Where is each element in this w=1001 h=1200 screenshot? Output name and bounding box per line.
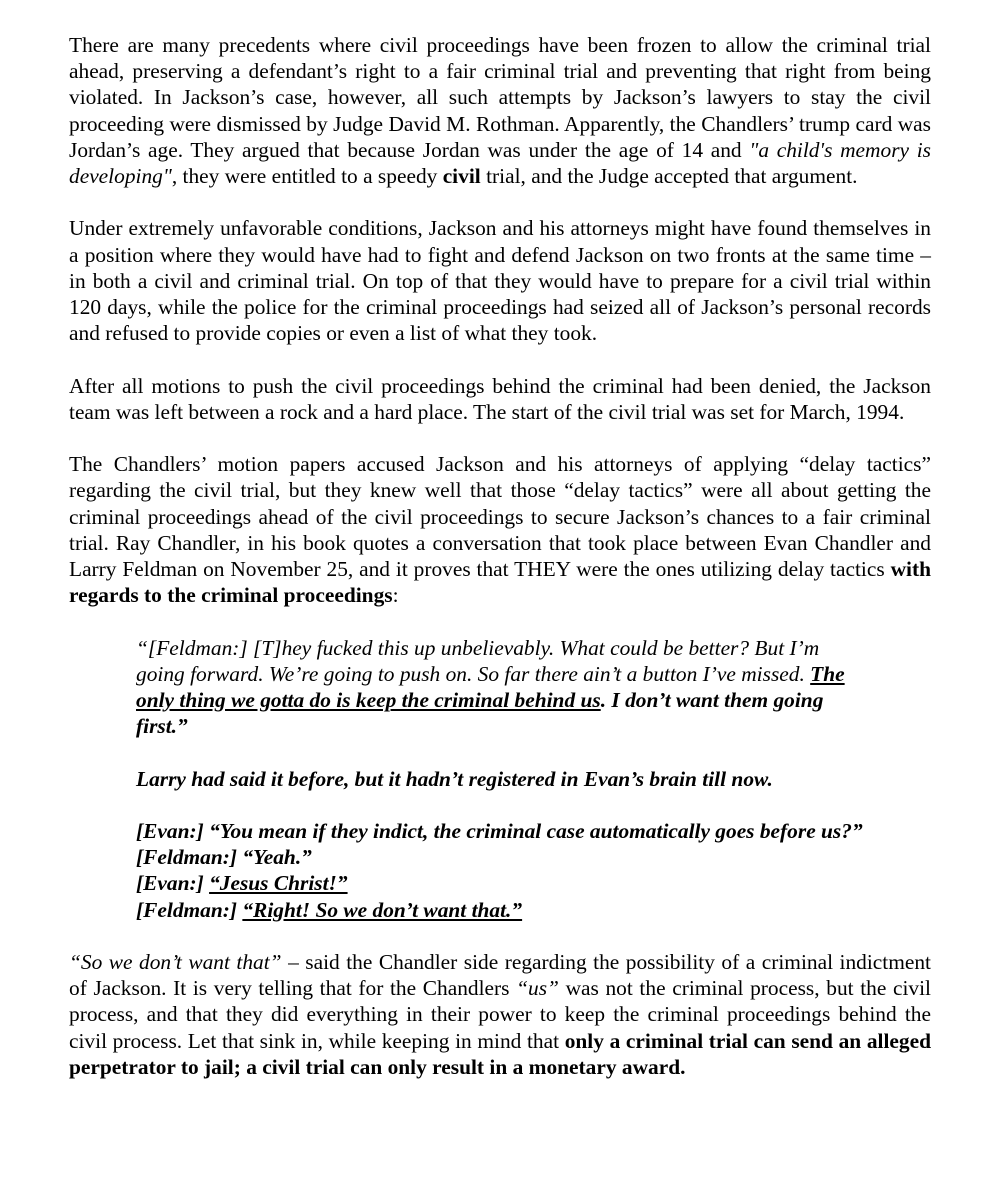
bold-phrase: with regards to the criminal proceedings	[69, 557, 931, 608]
paragraph-spacer	[69, 346, 931, 372]
paragraph-conclusion	[69, 949, 931, 1080]
paragraph-text: The Chandlers’ motion papers accused Jackson and his attorneys of applying “delay tactics” regarding the civil trial, but they knew well that those “delay tactics” were all about getting the criminal proceedings ahead of the civil proceedings to secure Jackson’s chances to a fair criminal trial. Ray Chandler, in his book quotes a conversation that took place between Evan Chandler and Larry Feldman on November 25, and it proves that THEY were the ones utilizing delay tactics	[69, 452, 931, 582]
paragraph-text: :	[392, 583, 399, 608]
quote-dialogue-feldman: [Feldman:] “Yeah.”	[136, 845, 312, 870]
speaker-label: [Feldman:]	[136, 897, 243, 922]
quote-spacer	[136, 739, 863, 765]
quote-dialogue-evan	[136, 870, 863, 896]
quote-feldman	[136, 635, 863, 740]
quote-text: “[Feldman:] [T]hey fucked this up unbelievably. What could be better? But I’m going forward. We’re going to push on. So far there ain’t a button I’ve missed.	[136, 635, 820, 686]
quote-dialogue-evan: [Evan:] “You mean if they indict, the criminal case automatically goes before us?”	[136, 819, 863, 843]
paragraph-spacer	[69, 189, 931, 215]
quote-dialogue-feldman	[136, 897, 863, 923]
block-quote	[69, 635, 931, 923]
quote-text-bold: . I don’t want them going first.”	[136, 688, 824, 739]
paragraph-spacer	[69, 923, 931, 949]
paragraph-text: – said the Chandler side regarding the possibility of a criminal indictment of Jackson. It is very telling that for the Chandlers	[69, 950, 931, 1001]
italic-quote: “So we don’t want that”	[69, 950, 282, 974]
quote-spacer	[136, 792, 863, 818]
paragraph-text: trial, and the Judge accepted that argument.	[480, 164, 858, 189]
paragraph-two-fronts: Under extremely unfavorable conditions, Jackson and his attorneys might have found themselves in a position where they would have had to fight and defend Jackson on two fronts at the same time – in both a civil and criminal trial. On top of that they would have to prepare for a civil trial within 120 days, while the police for the criminal proceedings had seized all of Jackson’s personal records and refused to provide copies or even a list of what they took.	[69, 216, 931, 346]
paragraph-motions-denied: After all motions to push the civil proceedings behind the criminal had been denied, the Jackson team was left between a rock and a hard place. The start of the civil trial was set for March, 1994.	[69, 373, 931, 424]
paragraph-text: There are many precedents where civil proceedings have been frozen to allow the criminal trial ahead, preserving a defendant’s right to a fair criminal trial and preventing that right from being violated. In Jackson’s case, however, all such attempts by Jackson’s lawyers to stay the civil proceeding were dismissed by Judge David M. Rothman. Apparently, the Chandlers’ trump card was Jordan’s age. They argued that because Jordan was under the age of 14 and	[69, 33, 931, 162]
paragraph-text: , they were entitled to a speedy	[171, 164, 443, 189]
quote-narration: Larry had said it before, but it hadn’t registered in Evan’s brain till now.	[136, 766, 773, 791]
dialogue-line-underlined: “Right! So we don’t want that.”	[242, 897, 523, 922]
dialogue-line-underlined: “Jesus Christ!”	[209, 871, 348, 896]
paragraph-spacer	[69, 425, 931, 451]
italic-quote: “us”	[516, 976, 559, 1001]
italic-quote: "a child's memory is developing"	[69, 137, 931, 189]
quote-underlined: The only thing we gotta do is keep the criminal behind us	[136, 661, 845, 713]
bold-conclusion: only a criminal trial can send an alleged perpetrator to jail; a civil trial can only result in a monetary award.	[69, 1028, 931, 1079]
paragraph-precedents	[69, 32, 931, 189]
bold-term: civil	[442, 164, 481, 189]
paragraph-spacer	[69, 608, 931, 634]
speaker-label: [Evan:]	[136, 871, 210, 896]
paragraph-text: was not the criminal process, but the civil process, and that they did everything in their power to keep the criminal proceedings behind the civil process. Let that sink in, while keeping in mind that	[69, 976, 931, 1053]
paragraph-delay-tactics	[69, 451, 931, 608]
